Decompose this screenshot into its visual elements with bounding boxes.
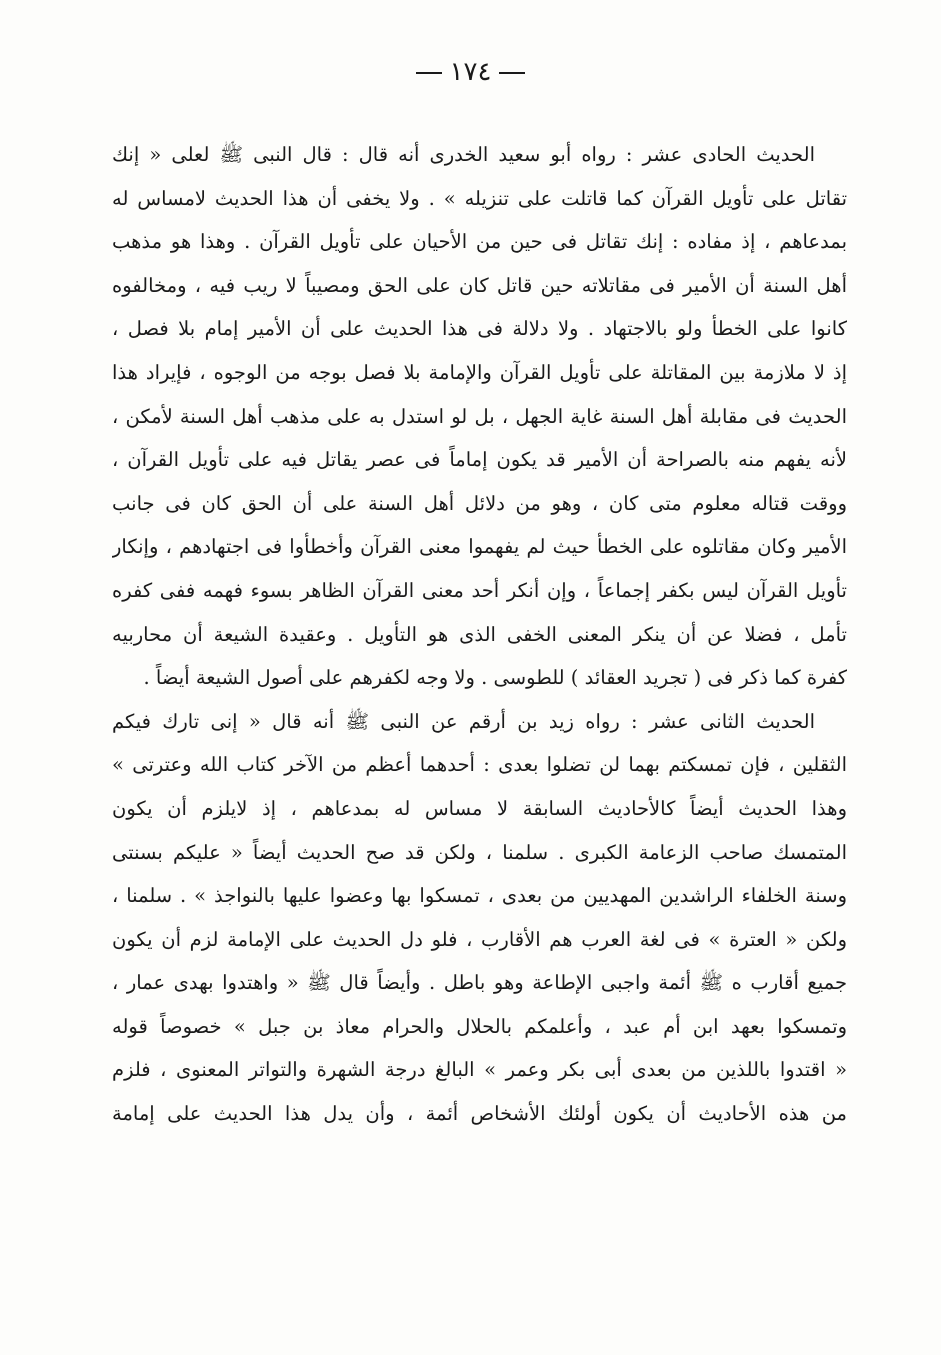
text-line: بمدعاهم ، إذ مفاده : إنك تقاتل فى حين من الأحيان على تأويل القرآن . وهذا هو مذهب <box>112 230 847 254</box>
text-line: لأنه يفهم منه بالصراحة أن الأمير قد يكون إماماً فى عصر يقاتل فيه على تأويل القرآن ، <box>112 448 847 472</box>
page-number-header <box>0 52 941 92</box>
text-line: جميع أقارب ه ﷺ أئمة واجبى الإطاعة وهو باطل . وأيضاً قال ﷺ « واهتدوا بهدى عمار ، <box>112 971 847 995</box>
text-line: تقاتل على تأويل القرآن كما قاتلت على تنزيله » . ولا يخفى أن هذا الحديث لامساس له <box>112 186 847 210</box>
text-line: الحديث فى مقابلة أهل السنة غاية الجهل ، بل لو استدل به على مذهب أهل السنة لأمكن ، <box>112 404 847 428</box>
text-line: ووقت قتاله معلوم متى كان ، وهو من دلائل أهل السنة على أن الحق كان فى جانب <box>112 491 847 515</box>
text-line: وتمسكوا بعهد ابن أم عبد ، وأعلمكم بالحلال والحرام معاذ بن جبل » خصوصاً قوله <box>112 1014 847 1038</box>
text-line: وهذا الحديث أيضاً كالأحاديث السابقة لا مساس له بمدعاهم ، إذ لايلزم أن يكون <box>112 796 847 820</box>
right-dash <box>416 72 442 74</box>
text-line: كانوا على الخطأ ولو بالاجتهاد . ولا دلالة فى هذا الحديث على أن الأمير إمام بلا فصل ، <box>112 317 847 341</box>
text-line: تأمل ، فضلا عن أن ينكر المعنى الخفى الذى هو التأويل . وعقيدة الشيعة أن محاربيه <box>112 622 847 646</box>
text-line: أهل السنة أن الأمير فى مقاتلاته حين قاتل كان على الحق ومصيباً لا ريب فيه ، ومخالفوه <box>112 273 847 297</box>
text-line: كفرة كما ذكر فى ( تجريد العقائد ) للطوسى . ولا وجه لكفرهم على أصول الشيعة أيضاً . <box>143 666 847 690</box>
text-line: إذ لا ملازمة بين المقاتلة على تأويل القرآن والإمامة بلا فصل بوجه من الوجوه ، فإيراد هذا <box>112 360 847 384</box>
text-line: الأمير وكان مقاتلوه على الخطأ حيث لم يفهموا معنى القرآن وأخطأوا فى اجتهادهم ، وإنكار <box>112 535 847 559</box>
text-line: « اقتدوا باللذين من بعدى أبى بكر وعمر » البالغ درجة الشهرة والتواتر المعنوى ، فلزم <box>112 1058 847 1082</box>
body-text <box>112 133 847 1136</box>
text-line: المتمسك صاحب الزعامة الكبرى . سلمنا ، ولكن قد صح الحديث أيضاً « عليكم بسنتى <box>112 840 847 864</box>
text-line: تأويل القرآن ليس بكفر إجماعاً ، وإن أنكر أحد معنى القرآن الظاهر بسوء فهمه ففى كفره <box>112 578 847 602</box>
text-line: وسنة الخلفاء الراشدين المهديين من بعدى ، تمسكوا بها وعضوا عليها بالنواجذ » . سلمنا ، <box>112 884 847 908</box>
text-line: من هذه الأحاديث أن يكون أولئك الأشخاص أئمة ، وأن يدل هذا الحديث على إمامة <box>112 1102 847 1126</box>
text-line: الحديث الثانى عشر : رواه زيد بن أرقم عن النبى ﷺ أنه قال « إنى تارك فيكم <box>112 709 815 733</box>
left-dash <box>499 72 525 74</box>
text-line: الثقلين ، فإن تمسكتم بهما لن تضلوا بعدى : أحدهما أعظم من الآخر كتاب الله وعترتى » <box>112 753 847 777</box>
text-line: ولكن « العترة » فى لغة العرب هم الأقارب ، فلو دل الحديث على الإمامة لزم أن يكون <box>112 927 847 951</box>
text-line: الحديث الحادى عشر : رواه أبو سعيد الخدرى أنه قال : قال النبى ﷺ لعلى « إنك <box>112 143 815 166</box>
page-number: ١٧٤ <box>449 57 492 87</box>
